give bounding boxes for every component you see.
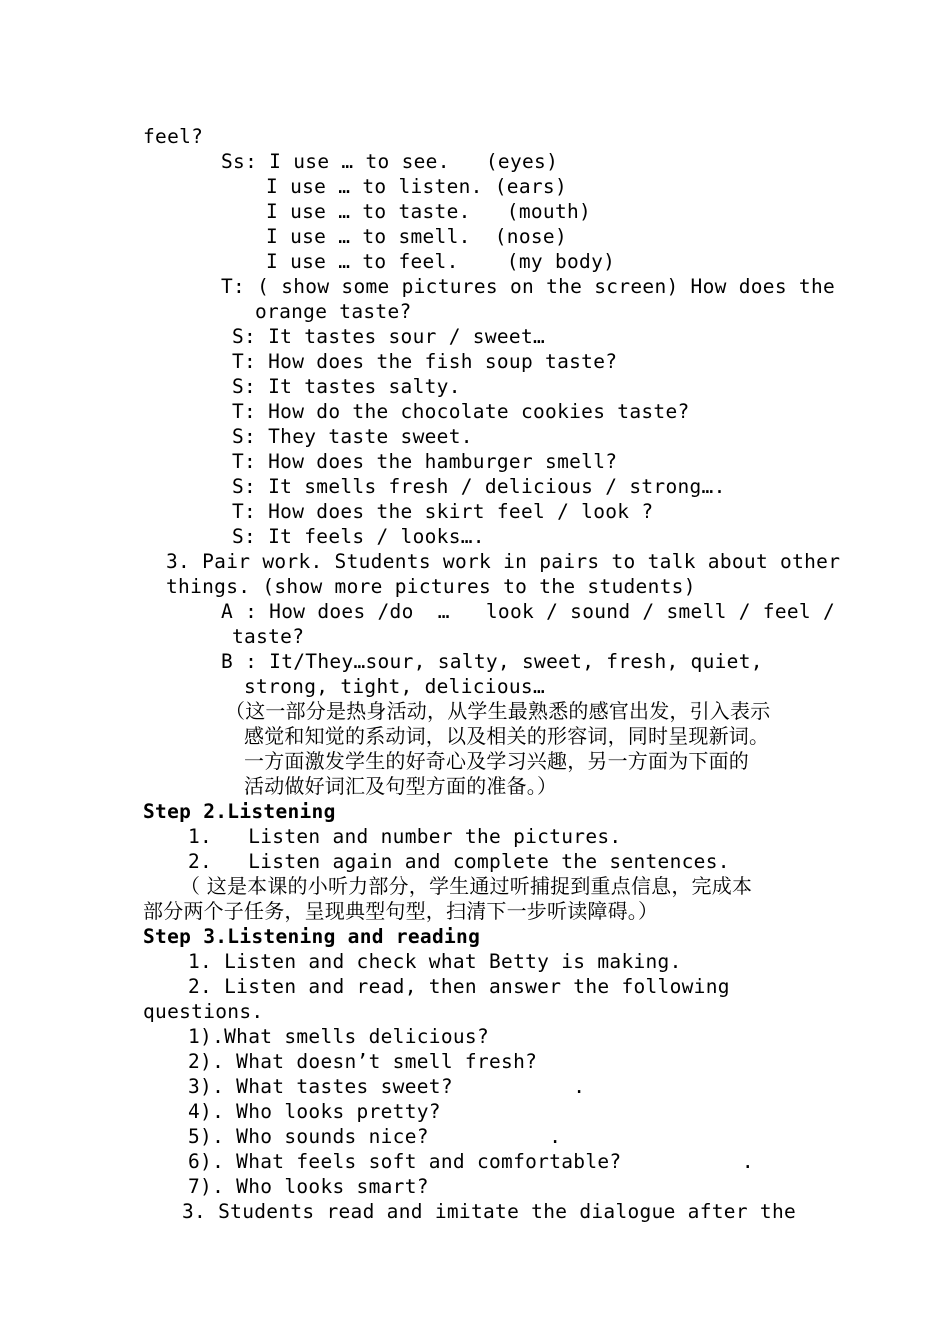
text-line: strong, tight, delicious…	[244, 675, 545, 698]
text-line: I use … to smell. (nose)	[266, 225, 567, 248]
chinese-note-line: 部分两个子任务，呈现典型句型，扫清下一步听读障碍。）	[143, 899, 659, 923]
text-line: T: How does the hamburger smell?	[232, 450, 618, 473]
text-line: taste?	[232, 625, 305, 648]
text-line: T: ( show some pictures on the screen) How does the	[221, 275, 836, 298]
question-item: 2). What doesn’t smell fresh?	[188, 1050, 538, 1073]
text-line: A : How does /do … look / sound / smell / feel /	[221, 600, 836, 623]
text-line: orange taste?	[255, 300, 412, 323]
text-line: S: It tastes sour / sweet…	[232, 325, 546, 348]
question-item: 5). Who sounds nice? .	[188, 1125, 562, 1148]
text-line: T: How does the skirt feel / look ?	[232, 500, 654, 523]
chinese-note-line: （ 这是本课的小听力部分，学生通过听捕捉到重点信息，完成本	[180, 874, 753, 898]
text-line: feel?	[143, 125, 204, 148]
text-line: things. (show more pictures to the students)	[166, 575, 696, 598]
question-item: 3). What tastes sweet? .	[188, 1075, 586, 1098]
question-item: 4). Who looks pretty?	[188, 1100, 441, 1123]
section-heading: Step 2.Listening	[143, 800, 336, 823]
text-line: 1. Listen and number the pictures.	[188, 825, 622, 848]
text-line: questions.	[143, 1000, 264, 1023]
text-line: 1. Listen and check what Betty is making.	[188, 950, 682, 973]
chinese-note-line: 感觉和知觉的系动词，以及相关的形容词，同时呈现新词。	[244, 724, 770, 748]
text-line: T: How does the fish soup taste?	[232, 350, 618, 373]
question-item: 7). Who looks smart?	[188, 1175, 429, 1198]
text-line: S: It smells fresh / delicious / strong….	[232, 475, 726, 498]
chinese-note-line: 一方面激发学生的好奇心及学习兴趣，另一方面为下面的	[244, 749, 749, 773]
chinese-note-line: （这一部分是热身活动，从学生最熟悉的感官出发，引入表示	[225, 699, 771, 723]
question-item: 6). What feels soft and comfortable? .	[188, 1150, 754, 1173]
text-line: 2. Listen and read, then answer the following	[188, 975, 730, 998]
section-heading: Step 3.Listening and reading	[143, 925, 481, 948]
text-line: 2. Listen again and complete the sentences.	[188, 850, 730, 873]
chinese-note-line: 活动做好词汇及句型方面的准备。）	[244, 774, 558, 798]
text-line: T: How do the chocolate cookies taste?	[232, 400, 690, 423]
text-line: S: It feels / looks….	[232, 525, 485, 548]
text-line: S: It tastes salty.	[232, 375, 461, 398]
text-line: 3. Pair work. Students work in pairs to talk about other	[166, 550, 841, 573]
question-item: 1).What smells delicious?	[188, 1025, 489, 1048]
text-line: S: They taste sweet.	[232, 425, 473, 448]
text-line: 3. Students read and imitate the dialogue after the	[182, 1200, 797, 1223]
text-line: Ss: I use … to see. (eyes)	[221, 150, 559, 173]
text-line: I use … to feel. (my body)	[266, 250, 616, 273]
text-line: I use … to taste. (mouth)	[266, 200, 592, 223]
text-line: I use … to listen. (ears)	[266, 175, 567, 198]
text-line: B : It/They…sour, salty, sweet, fresh, quiet,	[221, 650, 763, 673]
